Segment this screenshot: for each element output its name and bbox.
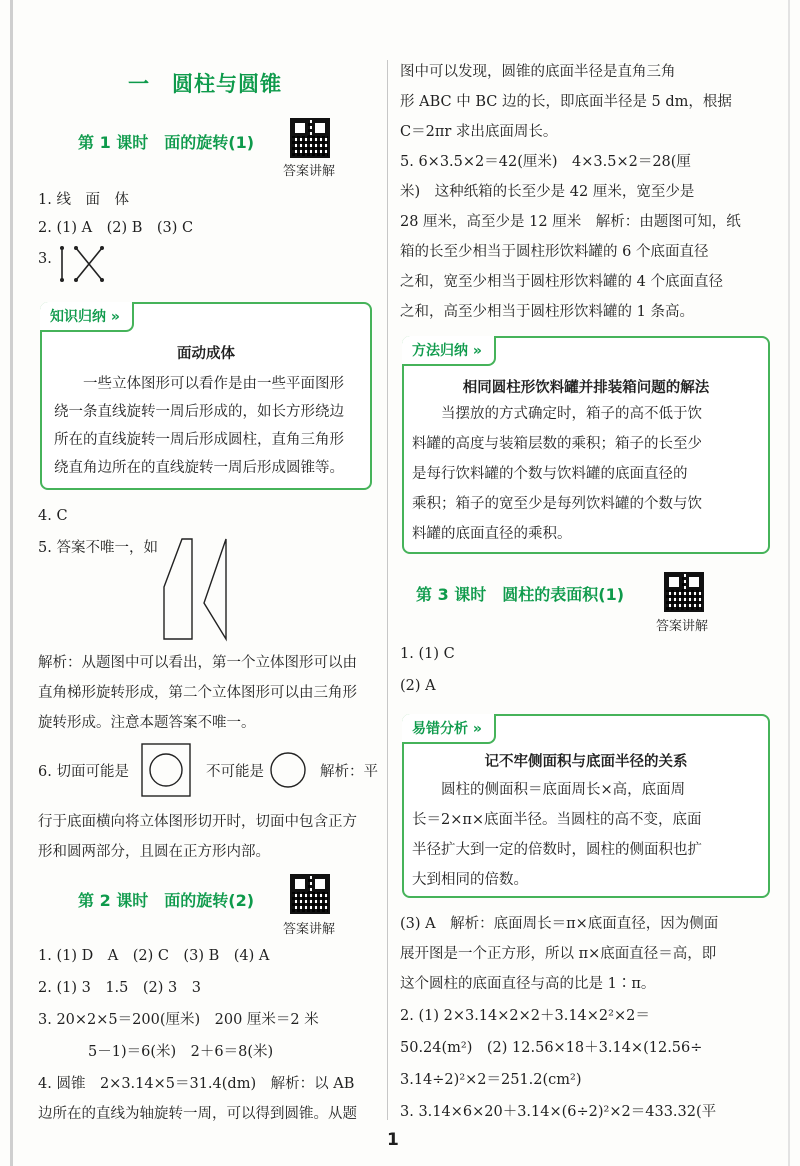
l2-answer-3b: 5－1)＝6(米) 2＋6＝8(米) [88,1044,274,1060]
answer-1: 1. 线 面 体 [38,192,129,208]
box-line: 料罐的底面直径的乘积。 [412,526,572,542]
l2-answer-2: 2. (1) 3 1.5 (2) 3 3 [38,980,201,996]
qr-label-2: 答案讲解 [283,922,336,937]
l3-answer-2: 2. (1) 2×3.14×2×2＋3.14×2²×2＝ [400,1008,650,1024]
circle-figure [268,750,308,790]
box-line: 是每行饮料罐的个数与饮料罐的底面直径的 [412,466,688,482]
r-answer-5: 28 厘米，高至少是 12 厘米 解析：由题图可知，纸 [400,214,741,230]
lesson-1-title: 第 1 课时 面的旋转(1) [78,133,255,152]
box-line: 乘积；箱子的宽至少是每列饮料罐的个数与饮 [412,496,702,512]
box-line: 大到相同的倍数。 [412,872,528,888]
box-tag-method: 方法归纳 » [402,336,496,366]
l2-answer-4b: 边所在的直线为轴旋转一周，可以得到圆锥。从题 [38,1106,357,1122]
answer-6-not: 不可能是 [206,764,264,780]
square-with-circle-figure [140,742,192,798]
answer-4: 4. C [38,508,68,524]
analysis-5: 直角梯形旋转形成，第二个立体图形可以由三角形 [38,685,357,701]
qr-label-1: 答案讲解 [283,164,336,179]
box-line: 所在的直线旋转一周后形成圆柱，直角三角形 [54,432,344,448]
line-matching-figure [58,244,110,284]
l3-answer-1b: (2) A [400,678,436,694]
box-tag-error: 易错分析 » [402,714,496,744]
box-line: 绕一条直线旋转一周后形成的，如长方形绕边 [54,404,344,420]
analysis-5: 解析：从题图中可以看出，第一个立体图形可以由 [38,655,357,671]
r-text: C＝2πr 求出底面周长。 [400,124,558,140]
box-line: 绕直角边所在的直线旋转一周后形成圆锥等。 [54,460,344,476]
l2-answer-4: 4. 圆锥 2×3.14×5＝31.4(dm) 解析：以 AB [38,1076,355,1092]
r-answer-5: 米) 这种纸箱的长至少是 42 厘米，宽至少是 [400,184,695,200]
r-answer-5: 之和，宽至少相当于圆柱形饮料罐的 4 个底面直径 [400,274,723,290]
analysis-5: 旋转形成。注意本题答案不唯一。 [38,715,256,731]
l3-answer-2: 3.14÷2)²×2＝251.2(cm²) [400,1072,582,1088]
r-answer-5: 之和，高至少相当于圆柱形饮料罐的 1 条高。 [400,304,694,320]
qr-code-icon[interactable] [290,874,330,914]
chapter-title: 一 圆柱与圆锥 [128,72,282,96]
answer-5: 5. 答案不唯一，如 [38,540,158,556]
analysis-6: 形和圆两部分，且圆在正方形内部。 [38,844,270,860]
box-line: 料罐的高度与装箱层数的乘积；箱子的长至少 [412,436,702,452]
box-tag-knowledge: 知识归纳 » [40,302,134,332]
answer-6: 6. 切面可能是 [38,764,129,780]
box-title: 相同圆柱形饮料罐并排装箱问题的解法 [462,380,710,396]
l3-answer-3: 这个圆柱的底面直径与高的比是 1∶π。 [400,976,656,992]
knowledge-summary-box [40,302,372,490]
box-title: 记不牢侧面积与底面半径的关系 [484,754,688,770]
l3-answer-3: (3) A 解析：底面周长＝π×底面直径，因为侧面 [400,916,719,932]
box-line: 一些立体图形可以看作是由一些平面图形 [54,376,344,392]
l3-answer-3: 展开图是一个正方形，所以 π×底面直径＝高，即 [400,946,717,962]
r-text: 形 ABC 中 BC 边的长，即底面半径是 5 dm，根据 [400,94,732,110]
l3-answer-2: 50.24(m²) (2) 12.56×18＋3.14×(12.56÷ [400,1040,703,1056]
box-title: 面动成体 [177,346,235,362]
method-summary-box [402,336,770,554]
lesson-2-title: 第 2 课时 面的旋转(2) [78,891,255,910]
l3-answer-1: 1. (1) C [400,646,455,662]
box-line: 长＝2×π×底面半径。当圆柱的高不变，底面 [412,812,702,828]
error-analysis-box [402,714,770,898]
l2-answer-3: 3. 20×2×5＝200(厘米) 200 厘米＝2 米 [38,1012,319,1028]
qr-code-icon[interactable] [664,572,704,612]
analysis-6-label: 解析：平 [320,764,378,780]
lesson-3-title: 第 3 课时 圆柱的表面积(1) [416,585,625,604]
r-answer-5: 箱的长至少相当于圆柱形饮料罐的 6 个底面直径 [400,244,709,260]
l3-answer-3-calc: 3. 3.14×6×20＋3.14×(6÷2)²×2＝433.32(平 [400,1104,717,1120]
qr-label-3: 答案讲解 [656,619,709,634]
answer-3-label: 3. [38,251,52,267]
qr-code-icon[interactable] [290,118,330,158]
analysis-6: 行于底面横向将立体图形切开时，切面中包含正方 [38,814,357,830]
box-line: 当摆放的方式确定时，箱子的高不低于饮 [412,406,702,422]
r-answer-5: 5. 6×3.5×2＝42(厘米) 4×3.5×2＝28(厘 [400,154,691,170]
page-number: 1 [387,1130,399,1150]
r-text: 图中可以发现，圆锥的底面半径是直角三角 [400,64,676,80]
rotation-shapes-figure [160,535,240,645]
answer-2: 2. (1) A (2) B (3) C [38,220,194,236]
l2-answer-1: 1. (1) D A (2) C (3) B (4) A [38,948,270,964]
box-line: 半径扩大到一定的倍数时，圆柱的侧面积也扩 [412,842,702,858]
column-divider [387,60,388,1120]
box-line: 圆柱的侧面积＝底面周长×高，底面周 [412,782,686,798]
